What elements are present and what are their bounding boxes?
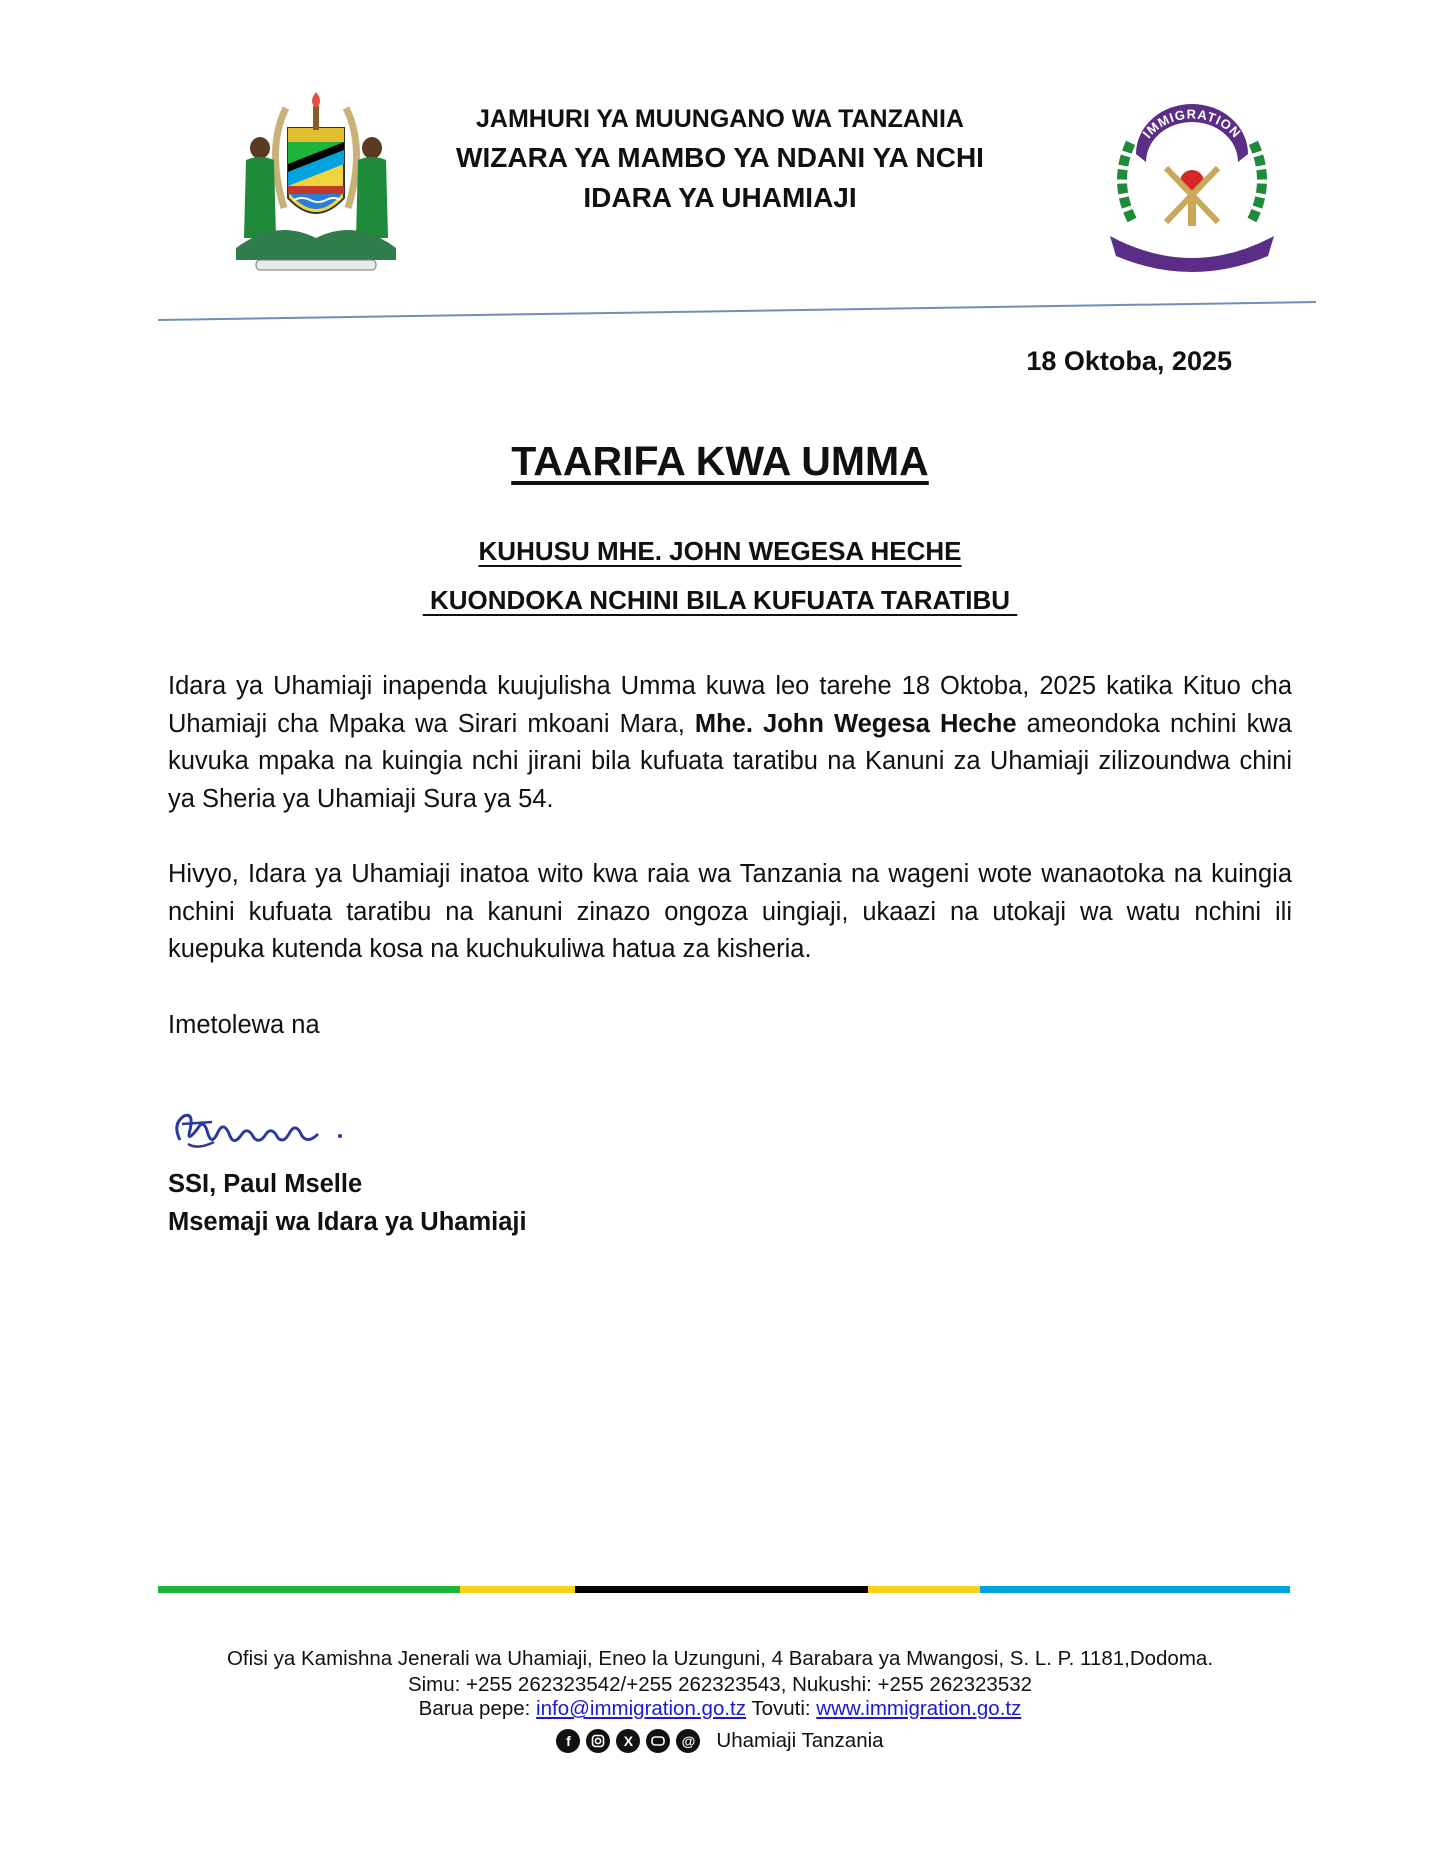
footer-phone: Simu: +255 262323542/+255 262323543, Nukushi: +255 262323532 [407, 1673, 1033, 1696]
social-links [0, 1729, 1440, 1753]
svg-text:IMMIGRATION [1139, 107, 1244, 141]
badge-ribbon-text: TANZANIA [1149, 234, 1235, 258]
facebook-icon[interactable]: f [556, 1729, 580, 1753]
email-link[interactable]: info@immigration.go.tz [536, 1697, 746, 1720]
tanzania-coat-of-arms [226, 88, 406, 274]
issued-by: Imetolewa na [168, 1011, 320, 1039]
signer-name: SSI, Paul Mselle [168, 1170, 363, 1198]
social-handle: Uhamiaji Tanzania [716, 1729, 884, 1752]
republic-name: JAMHURI YA MUUNGANO WA TANZANIA [476, 105, 964, 133]
header-divider [158, 300, 1316, 324]
subtitle-line-2: KUONDOKA NCHINI BILA KUFUATA TARATIBU [422, 585, 1018, 615]
footer-address: Ofisi ya Kamishna Jenerali wa Uhamiaji, Eneo la Uzunguni, 4 Barabara ya Mwangosi, S. L. P. 1181,Dodoma. [226, 1647, 1214, 1670]
flag-bar-yellow-1 [460, 1586, 574, 1593]
paragraph-1-text-end: ameondoka nchini kwa kuvuka mpaka na kuingia nchi jirani bila kufuata taratibu na Kanuni za Uhamiaji zilizoundwa chini ya Sheria ya Uhamiaji Sura ya 54. [168, 709, 1292, 813]
paragraph-2: Hivyo, Idara ya Uhamiaji inatoa wito kwa raia wa Tanzania na wageni wote wanaotoka na kuingia nchini kufuata taratibu na kanuni zinazo ongoza uingiaji, ukaazi na utokaji wa watu nchini ili kuepuka kutenda kosa na kuchukuliwa hatua za kisheria. [168, 860, 1292, 963]
email-label: Barua pepe: [418, 1697, 531, 1720]
flag-bar-yellow-2 [868, 1586, 980, 1593]
threads-icon[interactable]: @ [676, 1729, 700, 1753]
immigration-badge-logo [1092, 90, 1292, 280]
department-name: IDARA YA UHAMIAJI [583, 182, 857, 213]
website-label: Tovuti: [751, 1697, 811, 1720]
letterhead [400, 100, 1040, 218]
x-icon[interactable]: X [616, 1729, 640, 1753]
paragraph-1 [168, 668, 1292, 818]
person-name: Mhe. John Wegesa Heche [694, 709, 1017, 738]
svg-text:TANZANIA [1150, 234, 1234, 257]
flag-bar-black [575, 1586, 868, 1593]
footer-contacts [0, 1696, 1440, 1721]
youtube-icon[interactable] [646, 1729, 670, 1753]
instagram-icon[interactable] [586, 1729, 610, 1753]
subtitle-line-1: KUHUSU MHE. JOHN WEGESA HECHE [478, 536, 962, 566]
ministry-name: WIZARA YA MAMBO YA NDANI YA NCHI [456, 142, 984, 173]
website-link[interactable]: www.immigration.go.tz [816, 1697, 1022, 1720]
document-date: 18 Oktoba, 2025 [1026, 346, 1232, 376]
flag-bar-green [158, 1586, 460, 1593]
badge-top-text: IMMIGRATION [1139, 106, 1245, 141]
document-title: TAARIFA KWA UMMA [511, 438, 929, 484]
flag-colour-bar [158, 1586, 1290, 1593]
paragraph-1-text: Idara ya Uhamiaji inapenda kuujulisha Umma kuwa leo tarehe 18 Oktoba, 2025 katika Kituo cha Uhamiaji cha Mpaka wa Sirari mkoani Mara, [168, 672, 1292, 738]
signer-title: Msemaji wa Idara ya Uhamiaji [168, 1208, 527, 1236]
flag-bar-blue [980, 1586, 1290, 1593]
handwritten-signature [168, 1094, 358, 1164]
